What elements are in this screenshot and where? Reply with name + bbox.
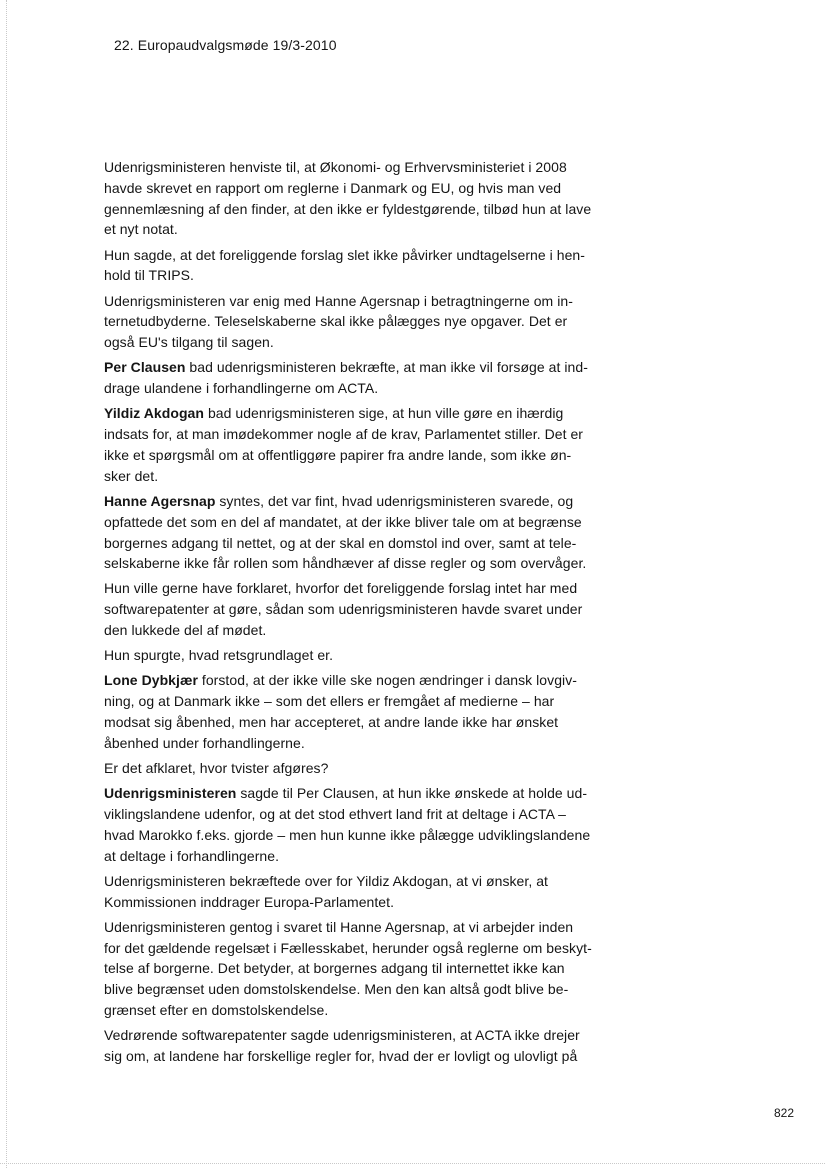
- line-text: forstod, at der ikke ville ske nogen ændringer i dansk lovgiv-: [197, 672, 577, 689]
- text-line: [104, 712, 594, 733]
- text-line: [104, 958, 594, 979]
- line-text: Udenrigsministeren gentog i svaret til Hanne Agersnap, at vi arbejder inden: [104, 918, 574, 935]
- text-line: [104, 620, 594, 641]
- text-line: [104, 553, 594, 574]
- text-line: [104, 599, 594, 620]
- paragraph: [104, 871, 594, 913]
- line-text: også EU's tilgang til sagen.: [104, 334, 274, 351]
- line-text: at deltage i forhandlingerne.: [104, 847, 280, 864]
- line-text: ikke et spørgsmål om at offentliggøre papirer fra andre lande, som ikke øn-: [104, 446, 572, 463]
- paragraph: [104, 403, 594, 486]
- paragraph: [104, 758, 594, 779]
- paragraph: [104, 157, 594, 240]
- paragraph: [104, 645, 594, 666]
- text-line: [104, 804, 594, 825]
- paragraph: [104, 357, 594, 399]
- text-line: [104, 645, 594, 666]
- line-text: ternetudbyderne. Teleselskaberne skal ikke pålægges nye opgaver. Det er: [104, 313, 568, 330]
- line-text: borgernes adgang til nettet, og at der skal en domstol ind over, samt at tele-: [104, 534, 577, 551]
- text-line: [104, 378, 594, 399]
- text-line: [104, 466, 594, 487]
- line-text: hvad Marokko f.eks. gjorde – men hun kunne ikke pålægge udviklingslandene: [104, 826, 591, 843]
- line-text: modsat sig åbenhed, men har accepteret, at andre lande ikke har ønsket: [104, 714, 559, 731]
- line-text: Udenrigsministeren bekræftede over for Yildiz Akdogan, at vi ønsker, at: [104, 872, 548, 889]
- paragraph: [104, 491, 594, 574]
- line-text: viklingslandene udenfor, og at det stod ethvert land frit at deltage i ACTA –: [104, 806, 566, 823]
- line-text: sagde til Per Clausen, at hun ikke ønskede at holde ud-: [236, 785, 588, 802]
- line-text: Hun sagde, at det foreliggende forslag slet ikke påvirker undtagelserne i hen-: [104, 246, 585, 263]
- speaker-name: Hanne Agersnap: [104, 492, 216, 509]
- line-text: sig om, at landene har forskellige regler for, hvad der er lovligt og ulovligt på: [104, 1047, 578, 1064]
- text-line: [104, 892, 594, 913]
- text-line: [104, 512, 594, 533]
- text-line: [104, 199, 594, 220]
- text-line: [104, 533, 594, 554]
- text-line: [104, 219, 594, 240]
- text-line: [104, 424, 594, 445]
- paragraph: [104, 783, 594, 866]
- body-text: [104, 157, 594, 1071]
- line-text: for det gældende regelsæt i Fællesskabet, herunder også reglerne om beskyt-: [104, 939, 592, 956]
- paragraph: [104, 670, 594, 753]
- text-line: [104, 670, 594, 691]
- text-line: [104, 758, 594, 779]
- speaker-name: Lone Dybkjær: [104, 672, 198, 689]
- text-line: [104, 578, 594, 599]
- text-line: [104, 917, 594, 938]
- page-header: 22. Europaudvalgsmøde 19/3-2010: [114, 37, 337, 53]
- scan-bottom-line: [0, 1163, 825, 1164]
- line-text: Er det afklaret, hvor tvister afgøres?: [104, 760, 329, 777]
- text-line: [104, 403, 594, 424]
- line-text: telse af borgerne. Det betyder, at borgernes adgang til internettet ikke kan: [104, 960, 565, 977]
- line-text: indsats for, at man imødekommer nogle af de krav, Parlamentet stiller. Det er: [104, 426, 584, 443]
- line-text: syntes, det var fint, hvad udenrigsministeren svarede, og: [215, 492, 574, 509]
- line-text: den lukkede del af mødet.: [104, 622, 267, 639]
- line-text: selskaberne ikke får rollen som håndhæver af disse regler og som overvåger.: [104, 555, 587, 572]
- line-text: havde skrevet en rapport om reglerne i Danmark og EU, og hvis man ved: [104, 179, 562, 196]
- line-text: Vedrørende softwarepatenter sagde udenrigsministeren, at ACTA ikke drejer: [104, 1027, 580, 1044]
- text-line: [104, 1000, 594, 1021]
- text-line: [104, 311, 594, 332]
- text-line: [104, 825, 594, 846]
- text-line: [104, 291, 594, 312]
- line-text: et nyt notat.: [104, 221, 178, 238]
- line-text: opfattede det som en del af mandatet, at der ikke bliver tale om at begrænse: [104, 513, 582, 530]
- line-text: grænset efter en domstolskendelse.: [104, 1001, 329, 1018]
- paragraph: [104, 1025, 594, 1067]
- speaker-name: Udenrigsministeren: [104, 785, 237, 802]
- line-text: Udenrigsministeren henviste til, at Økonomi- og Erhvervsministeriet i 2008: [104, 159, 567, 175]
- paragraph: [104, 291, 594, 353]
- text-line: [104, 871, 594, 892]
- line-text: Hun spurgte, hvad retsgrundlaget er.: [104, 647, 334, 664]
- line-text: Udenrigsministeren var enig med Hanne Agersnap i betragtningerne om in-: [104, 292, 573, 309]
- text-line: [104, 178, 594, 199]
- text-line: [104, 245, 594, 266]
- line-text: drage ulandene i forhandlingerne om ACTA.: [104, 380, 379, 397]
- line-text: Hun ville gerne have forklaret, hvorfor det foreliggende forslag intet har med: [104, 580, 578, 597]
- line-text: hold til TRIPS.: [104, 267, 194, 284]
- text-line: [104, 979, 594, 1000]
- page-number: 822: [774, 1106, 795, 1120]
- line-text: bad udenrigsministeren bekræfte, at man ikke vil forsøge at ind-: [185, 359, 588, 376]
- text-line: [104, 265, 594, 286]
- text-line: [104, 357, 594, 378]
- scan-edge-line: [6, 0, 7, 1168]
- paragraph: [104, 578, 594, 640]
- speaker-name: Yildiz Akdogan: [104, 405, 204, 422]
- text-line: [104, 938, 594, 959]
- text-line: [104, 1025, 594, 1046]
- paragraph: [104, 917, 594, 1021]
- line-text: åbenhed under forhandlingerne.: [104, 734, 305, 751]
- line-text: bad udenrigsministeren sige, at hun ville gøre en ihærdig: [204, 405, 564, 422]
- line-text: Kommissionen inddrager Europa-Parlamentet.: [104, 893, 395, 910]
- text-line: [104, 491, 594, 512]
- text-line: [104, 445, 594, 466]
- text-line: [104, 783, 594, 804]
- line-text: blive begrænset uden domstolskendelse. Men den kan altså godt blive be-: [104, 981, 569, 998]
- text-line: [104, 733, 594, 754]
- paragraph: [104, 245, 594, 287]
- text-line: [104, 1046, 594, 1067]
- line-text: softwarepatenter at gøre, sådan som udenrigsministeren havde svaret under: [104, 601, 583, 618]
- text-line: [104, 846, 594, 867]
- line-text: gennemlæsning af den finder, at den ikke er fyldestgørende, tilbød hun at lave: [104, 200, 592, 217]
- speaker-name: Per Clausen: [104, 359, 186, 376]
- text-line: [104, 691, 594, 712]
- line-text: sker det.: [104, 467, 159, 484]
- text-line: [104, 332, 594, 353]
- line-text: ning, og at Danmark ikke – som det ellers er fremgået af medierne – har: [104, 693, 555, 710]
- text-line: [104, 157, 594, 178]
